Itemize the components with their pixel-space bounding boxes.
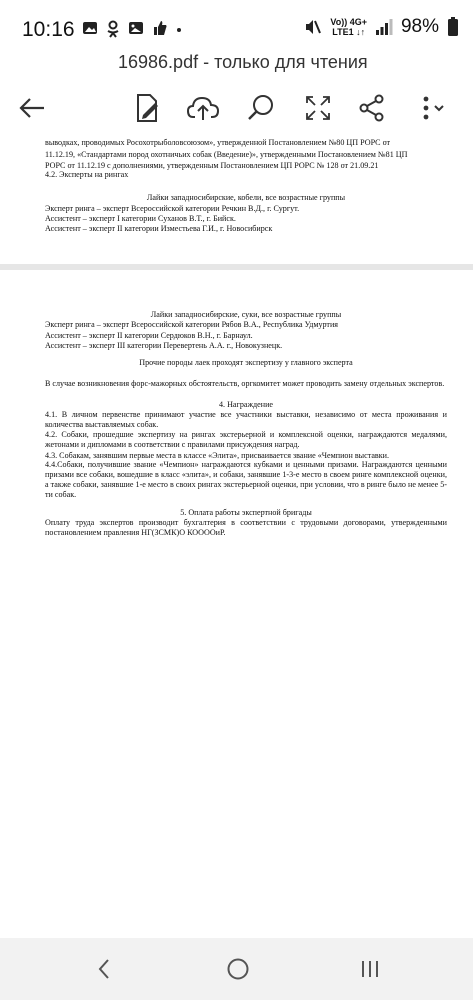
battery-level: 98% — [400, 16, 439, 37]
status-right — [304, 16, 459, 38]
image-icon — [128, 20, 144, 36]
pdf-viewer[interactable] — [0, 138, 473, 938]
nav-recents-button[interactable] — [350, 954, 390, 984]
upload-icon — [187, 95, 219, 121]
upload-button[interactable] — [185, 90, 221, 126]
dot-icon — [176, 20, 182, 36]
page2-force-majeure: В случае возникновения форс-мажорных обстоятельств, оргкомитет может проводить замену отдельных экспертов. — [45, 379, 445, 388]
page2-assistant: Ассистент – эксперт III категории Перевертень А.А. г., Новокузнецк. — [45, 341, 283, 350]
page2-assistant: Ассистент – эксперт II категории Сердюков В.Н., г. Барнаул. — [45, 331, 253, 340]
page1-text-line: выводках, проводимых Росохотрыболовсоюзом», утвержденной Постановлением №80 ЦП РОРС от — [45, 138, 391, 147]
page2-other-breeds: Прочие породы лаек проходят экспертизу у главного эксперта — [139, 358, 353, 367]
network-top: Vo)) 4G+ — [330, 17, 367, 27]
title-bar — [0, 46, 473, 82]
back-button[interactable] — [14, 90, 50, 126]
more-options-button[interactable] — [414, 90, 450, 126]
page2-expert: Эксперт ринга – эксперт Всероссийской категории Рябов В.А., Республика Удмуртия — [45, 320, 339, 329]
more-icon — [418, 94, 446, 122]
fullscreen-button[interactable] — [300, 90, 336, 126]
thumbs-up-icon — [152, 20, 168, 36]
paragraph-4-3: 4.3. Собакам, занявшим первые места в классе «Элита», присваивается звание «Чемпион выставки. — [45, 451, 390, 460]
pdf-page-1 — [0, 138, 473, 264]
paragraph-4-2: 4.2. Собаки, прошедшие экспертизу на рингах экстерьерной и комплексной оценки, награждаются медалями, жетонами и дипломами в соответствии с правилами присуждения наград. — [45, 430, 447, 449]
edit-button[interactable] — [130, 90, 166, 126]
page1-section-heading: 4.2. Эксперты на рингах — [45, 170, 129, 179]
nav-home-icon — [226, 957, 250, 981]
page1-text-line: 11.12.19, «Стандартами пород охотничьих собак (Введение)», утвержденными Постановлением №81 ЦП — [45, 150, 408, 159]
nav-back-button[interactable] — [84, 954, 124, 984]
fullscreen-icon — [305, 95, 331, 121]
nav-recents-icon — [359, 958, 381, 980]
gallery-icon — [82, 20, 98, 36]
share-button[interactable] — [354, 90, 390, 126]
status-time: 10:16 — [22, 18, 75, 41]
signal-icon — [375, 18, 393, 36]
paragraph-4-1: 4.1. В личном первенстве принимают участие все участники выставки, независимо от места проживания и количества выставляемых собак. — [45, 410, 447, 429]
section5-title: 5. Оплата работы экспертной бригады — [180, 508, 312, 517]
edit-icon — [135, 93, 161, 123]
ok-app-icon — [106, 20, 120, 38]
navigation-bar — [0, 938, 473, 1000]
page1-expert: Эксперт ринга – эксперт Всероссийской категории Речкин В.Д., г. Сургут. — [45, 204, 300, 213]
mute-icon — [304, 18, 322, 36]
battery-icon — [447, 17, 459, 37]
back-arrow-icon — [19, 97, 45, 119]
page2-group-title: Лайки западносибирские, суки, все возрастные группы — [150, 310, 342, 319]
network-indicator — [330, 17, 367, 37]
section4-title: 4. Награждение — [218, 400, 274, 409]
search-icon — [247, 94, 275, 122]
document-title: 16986.pdf - только для чтения — [118, 52, 368, 72]
nav-back-icon — [97, 958, 111, 980]
pdf-page-2 — [0, 270, 473, 938]
toolbar — [0, 82, 473, 138]
page1-assistant: Ассистент – эксперт I категории Суханов В.Т., г. Бийск. — [45, 214, 236, 223]
nav-home-button[interactable] — [218, 954, 258, 984]
page1-text-line: РОРС от 11.12.19 с дополнениями, утвержденным Постановлением ЦП РОРС № 128 от 21.09.21 — [45, 161, 379, 170]
network-bottom: LTE1 ↓↑ — [332, 27, 366, 37]
share-icon — [359, 94, 385, 122]
paragraph-4-4: 4.4.Собаки, получившие звание «Чемпион» награждаются кубками и ценными призами. Награждаются ценными призами все собаки, вошедшие в класс «элита», и собаки, занявшие 1-3-е место в своем ринге комплексной оценки, а также собаки, занявшие 1-е место в своих рингах экстерьерной оценки, при условии, что в ринге было не менее 5-ти собак. — [45, 460, 447, 499]
status-notification-icons — [82, 20, 182, 38]
page1-assistant: Ассистент – эксперт II категории Изместьева Г.И., г. Новосибирск — [45, 224, 273, 233]
paragraph-5: Оплату труда экспертов производит бухгалтерия в соответствии с трудовыми договорами, утвержденными постановлением правления НГ(ЗСМК)О КООООиР. — [45, 518, 447, 537]
page1-group-title: Лайки западносибирские, кобели, все возрастные группы — [146, 193, 346, 202]
search-button[interactable] — [243, 90, 279, 126]
